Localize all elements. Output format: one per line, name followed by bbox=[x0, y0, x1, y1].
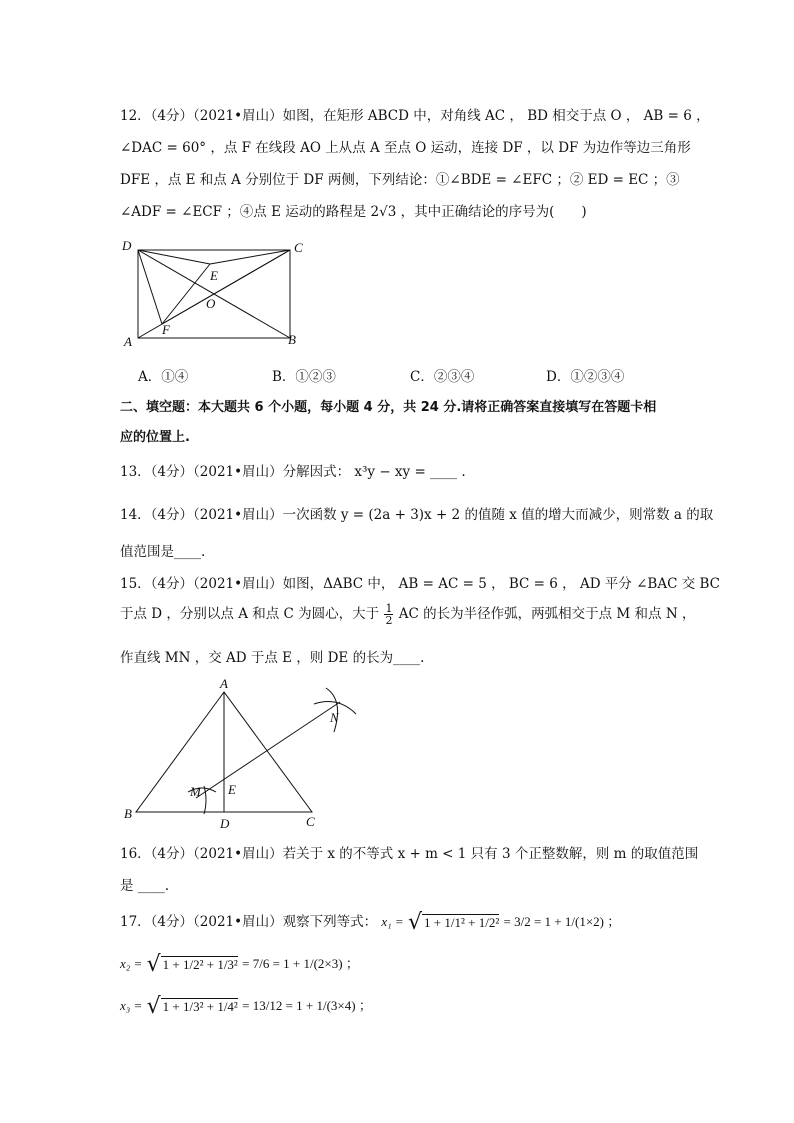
q17-intro: 17．（4分）（2021•眉山）观察下列等式： bbox=[120, 914, 378, 930]
x1-radicand: 1 + 1/1² + 1/2² bbox=[424, 915, 500, 930]
q12-option-a: A．①④ bbox=[138, 369, 189, 385]
x3-label: x₃ = bbox=[120, 998, 143, 1013]
q17-line3 bbox=[120, 994, 372, 1019]
tri-label-d: D bbox=[220, 816, 230, 831]
q14-line2: 值范围是____. bbox=[120, 544, 206, 560]
q12-option-b: B．①②③ bbox=[272, 369, 336, 385]
q13-text: 13．（4分）（2021•眉山）分解因式： x³y − xy = ____ . bbox=[120, 464, 466, 480]
section2-line1: 二、填空题：本大题共 6 个小题，每小题 4 分，共 24 分.请将正确答案直接填写在答题卡相 bbox=[120, 400, 657, 415]
x3-rhs: = 13/12 = 1 + 1/(3×4) ； bbox=[242, 998, 372, 1013]
sqrt-icon: √ bbox=[146, 952, 161, 977]
tri-label-a: A bbox=[220, 676, 228, 691]
label-f: F bbox=[162, 322, 170, 337]
x2-rhs: = 7/6 = 1 + 1/(2×3) ； bbox=[242, 956, 359, 971]
tri-label-c: C bbox=[306, 814, 315, 829]
q12-line2: ∠DAC = 60° ，点 F 在线段 AO 上从点 A 至点 O 运动，连接 DF ，以 DF 为边作等边三角形 bbox=[120, 140, 691, 156]
q15-line2 bbox=[120, 602, 695, 626]
label-o: O bbox=[206, 296, 216, 311]
x2-label: x₂ = bbox=[120, 956, 143, 971]
q15-line1: 15．（4分）（2021•眉山）如图，ΔABC 中， AB = AC = 5 ， BC = 6 ， AD 平分 ∠BAC 交 BC bbox=[120, 576, 720, 592]
x2-radicand: 1 + 1/2² + 1/3² bbox=[162, 957, 238, 972]
q12-line4: ∠ADF = ∠ECF ；④点 E 运动的路程是 2√3 ，其中正确结论的序号为( ) bbox=[120, 204, 587, 220]
q17-line2 bbox=[120, 952, 359, 977]
label-e: E bbox=[210, 268, 218, 283]
q16-line1: 16．（4分）（2021•眉山）若关于 x 的不等式 x + m < 1 只有 3 个正整数解，则 m 的取值范围 bbox=[120, 846, 699, 862]
label-b: B bbox=[288, 332, 296, 347]
x1-label: x₁ = bbox=[381, 914, 404, 929]
q12-option-d: D．①②③④ bbox=[546, 369, 625, 385]
q12-rectangle-figure bbox=[118, 236, 318, 352]
seg-fe bbox=[162, 264, 210, 324]
label-a: A bbox=[124, 334, 132, 349]
x1-rhs: = 3/2 = 1 + 1/(1×2) ； bbox=[503, 914, 621, 929]
label-c: C bbox=[294, 240, 303, 255]
arc-m2 bbox=[204, 786, 206, 814]
section2-line2: 应的位置上. bbox=[120, 430, 190, 445]
label-d: D bbox=[122, 238, 132, 253]
seg-df bbox=[138, 250, 162, 324]
q15-line2-part1: 于点 D ，分别以点 A 和点 C 为圆心，大于 bbox=[120, 606, 380, 622]
q12-option-c: C．②③④ bbox=[410, 369, 475, 385]
sqrt-icon: √ bbox=[408, 910, 423, 935]
q15-line3: 作直线 MN ，交 AD 于点 E ，则 DE 的长为____. bbox=[120, 650, 425, 666]
fraction-numerator: 1 bbox=[385, 602, 393, 615]
fraction-half bbox=[384, 603, 393, 626]
q14-line1: 14．（4分）（2021•眉山）一次函数 y = (2a + 3)x + 2 的值随 x 值的增大而减少，则常数 a 的取 bbox=[120, 507, 714, 523]
tri-label-m: M bbox=[190, 784, 201, 799]
fraction-denominator: 2 bbox=[385, 614, 393, 627]
line-mn bbox=[196, 702, 340, 798]
q15-line2-part2: AC 的长为半径作弧，两弧相交于点 M 和点 N ， bbox=[398, 606, 696, 622]
q17-line1 bbox=[120, 910, 620, 935]
q16-line2: 是 ____. bbox=[120, 878, 170, 894]
tri-label-e: E bbox=[228, 782, 236, 797]
x3-radicand: 1 + 1/3² + 1/4² bbox=[162, 999, 238, 1014]
tri-label-n: N bbox=[330, 710, 339, 725]
seg-de bbox=[138, 250, 210, 264]
sqrt-icon: √ bbox=[146, 994, 161, 1019]
q15-triangle-figure bbox=[118, 674, 378, 834]
tri-label-b: B bbox=[124, 806, 132, 821]
q12-line1: 12．（4分）（2021•眉山）如图，在矩形 ABCD 中，对角线 AC ， BD 相交于点 O ， AB = 6 ， bbox=[120, 108, 710, 124]
q12-line3: DFE ，点 E 和点 A 分别位于 DF 两侧，下列结论：①∠BDE = ∠EFC ；② ED = EC ；③ bbox=[120, 172, 680, 188]
